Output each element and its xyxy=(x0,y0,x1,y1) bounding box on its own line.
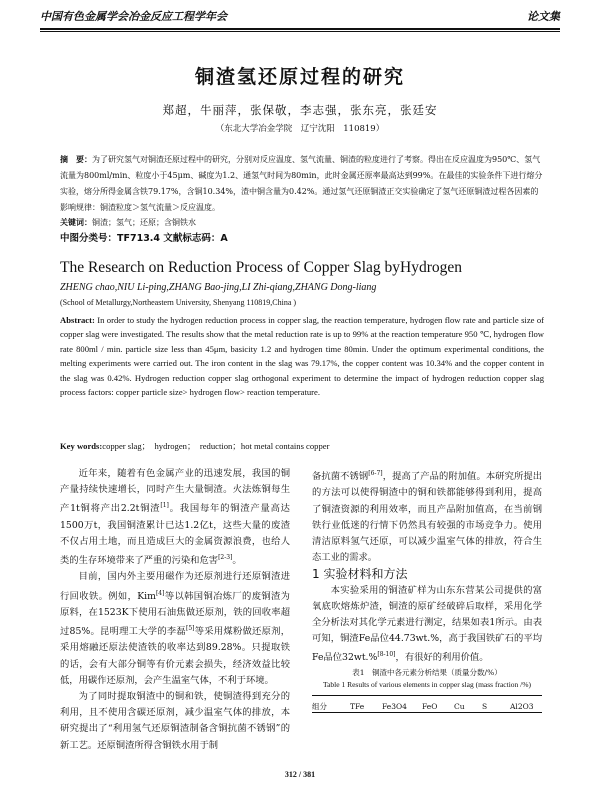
header-rule-thin xyxy=(40,31,560,32)
table-header-cell: FeO xyxy=(422,701,438,711)
table-header-cell: Cu xyxy=(454,701,465,711)
keywords-cn-label: 关键词： xyxy=(60,218,92,227)
header-rule xyxy=(40,28,560,30)
table-header-cell: TFe xyxy=(350,701,365,711)
page-number: 312 / 381 xyxy=(284,770,316,779)
classification-number: 中图分类号：TF713.4 文献标志码：A xyxy=(60,233,228,244)
keywords-en-text: copper slag； hydrogen； reduction；hot metal contains copper xyxy=(102,441,330,451)
keywords-cn-text: 铜渣；氢气；还原；含铜铁水 xyxy=(92,218,196,227)
affiliation-cn: （东北大学冶金学院 辽宁沈阳 110819） xyxy=(215,124,385,134)
body-column-right xyxy=(312,466,542,713)
section-title: 1 实验材料和方法 xyxy=(312,567,408,582)
table-header-cell: Fe3O4 xyxy=(382,701,407,711)
keywords-en xyxy=(60,440,544,452)
table-header-cell: Al2O3 xyxy=(510,701,534,711)
table-caption-cn: 表1 铜渣中各元素分析结果（质量分数/%） xyxy=(352,667,502,677)
abstract-en xyxy=(60,313,544,399)
abstract-cn xyxy=(60,152,544,216)
running-header xyxy=(40,8,560,26)
title-en: The Research on Reduction Process of Copper Slag byHydrogen xyxy=(60,259,463,276)
paragraph: 目前，国内外主要用磁作为还原剂进行还原铜渣进行回收铁。例如，Kim[4]等以韩国铜冶炼厂的废铜渣为原料，在1523K下使用石油焦做还原剂，铁的回收率超过85%。昆明理工大学的李磊[5]等采用煤粉做还原剂，采用熔融还原法使渣铁的收率达到89.28%。只提取铁的话，会有大部分铜等有价元素会损失，经济效益比较低，用碳作还原剂，会产生温室气体，不利于环境。 xyxy=(60,571,290,686)
paragraph: 本实验采用的铜渣矿样为山东东营某公司提供的富氧底吹熔炼炉渣，铜渣的原矿经破碎后取样，采用化学全分析法对其化学元素进行测定，结果如表1所示。由表可知，铜渣Fe品位44.73wt.%，高于我国铁矿石的平均Fe品位32wt.%[8-10]，有很好的利用价值。 xyxy=(312,584,542,664)
table-header-cell: S xyxy=(482,701,488,711)
section-name: 论文集 xyxy=(527,10,560,23)
title-cn: 铜渣氢还原过程的研究 xyxy=(194,66,405,88)
abstract-en-text: In order to study the hydrogen reduction process in copper slag, the reaction temperature, hydrogen flow rate and particle size of copper slag were investigated. The results show that the metal reduction rate is up to 99% at the reaction temperature 950 ℃, hydrogen flow rate 800ml / min. particle size less than 45μm, basicity 1.2 and hydrogen time 80min. Under the optimum experimental conditions, the melting experiments were carried out. The iron content in the slag was 79.17%, the copper content was 10.34% and the copper content in the slag was 0.42%. Hydrogen reduction copper slag orthogonal experiment to determine the impact of hydrogen reduction copper slag process factors: copper particle size> hydrogen flow> reaction temperature. xyxy=(60,315,544,398)
journal-name: 中国有色金属学会冶金反应工程学年会 xyxy=(40,10,227,23)
body-column-left xyxy=(60,466,290,754)
keywords-cn xyxy=(60,216,544,230)
abstract-cn-label: 摘 要： xyxy=(60,155,92,164)
table-caption-en: Table 1 Results of various elements in copper slag (mass fraction /%) xyxy=(323,679,531,689)
paragraph: 备抗菌不锈钢[6-7]，提高了产品的附加值。本研究所提出的方法可以使得铜渣中的铜和铁都能够得到利用，提高了铜渣资源的利用效率，而且产品附加值高，在当前钢铁行业低迷的行情下仍然具有较强的市场竞争力。使用清洁原料氢气还原，可以减少温室气体的排放，符合生态工业的需求。 xyxy=(312,470,542,564)
authors-en: ZHENG chao,NIU Li-ping,ZHANG Bao-jing,LI Zhi-qiang,ZHANG Dong-liang xyxy=(60,282,377,293)
table-header-cell: 组分 xyxy=(312,701,327,711)
authors-cn: 郑超，牛丽萍，张保敬，李志强，张东亮，张廷安 xyxy=(162,103,438,117)
keywords-en-label: Key words: xyxy=(60,441,103,451)
paragraph: 为了同时提取铜渣中的铜和铁，使铜渣得到充分的利用，且不使用含碳还原剂，减少温室气体的排放，本研究提出了“利用氢气还原铜渣制备含铜抗菌不锈钢”的新工艺。还原铜渣所得含铜铁水用于制 xyxy=(60,691,290,751)
abstract-en-label: Abstract: xyxy=(60,315,95,325)
affiliation-en: (School of Metallurgy,Northeastern University, Shenyang 110819,China ) xyxy=(60,298,297,307)
abstract-cn-text: 为了研究氢气对铜渣还原过程中的研究，分别对反应温度、氢气流量、铜渣的粒度进行了考察。得出在反应温度为950℃、氢气流量为800ml/min、粒度小于45μm、碱度为1.2、通氢气时间为80min，此时金属还原率最高达到99%。在最佳的实验条件下进行熔分实验，熔分所得金属含铁79.17%，含铜10.34%，渣中铜含量为0.42%。通过氢气还原铜渣正交实验确定了氢气还原铜渣过程各因素的影响规律：铜渣粒度＞氢气流量＞反应温度。 xyxy=(60,155,543,212)
paragraph: 近年来，随着有色金属产业的迅速发展，我国的铜产量持续快速增长，同时产生大量铜渣。火法炼铜每生产1t铜将产出2.2t铜渣[1]。我国每年的铜渣产量高达1500万t，我国铜渣累计已达1.2亿t，这些大量的废渣不仅占用土地，而且造成巨大的金属资源浪费，也给人类的生存环境带来了严重的污染和危害[2-3]。 xyxy=(60,468,290,567)
table-header-row xyxy=(312,696,542,712)
